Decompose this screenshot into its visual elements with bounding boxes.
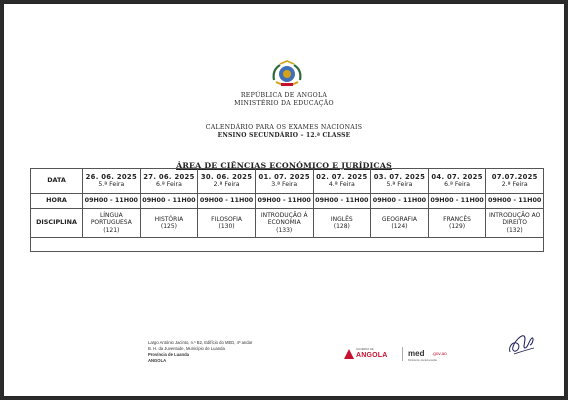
subject-cell: GEOGRAFIA (124) bbox=[371, 209, 429, 238]
row-label-data: DATA bbox=[31, 169, 83, 194]
row-label-disciplina: DISCIPLINA bbox=[31, 209, 83, 238]
subject-cell: FILOSOFIA (130) bbox=[198, 209, 256, 238]
footer-address: Largo António Jacinto, n.º B2, Edifício do MED, 4º andar B. H. da Juventude, Município de Luanda Província de Luanda ANGOLA bbox=[148, 340, 253, 364]
med-logo: med .gov.ao Ministério da Educação bbox=[408, 349, 447, 362]
subject-cell: HISTÓRIA (125) bbox=[140, 209, 198, 238]
time-cell: 09H00 - 11H00 bbox=[371, 194, 429, 209]
empty-cell bbox=[31, 238, 544, 252]
date-cell: 04. 07. 2025 6.ª Feira bbox=[428, 169, 486, 194]
table-row-disciplina bbox=[31, 209, 544, 238]
signature-icon bbox=[504, 326, 538, 360]
angola-coat-of-arms-icon bbox=[270, 60, 304, 90]
date-cell: 07.07.2025 2.ª Feira bbox=[486, 169, 544, 194]
table-row-empty bbox=[31, 238, 544, 252]
time-cell: 09H00 - 11H00 bbox=[255, 194, 313, 209]
governo-angola-logo: GOVERNO DE ANGOLA bbox=[344, 348, 394, 362]
document-page bbox=[4, 4, 564, 396]
document-subtitle: ENSINO SECUNDÁRIO – 12.ª CLASSE bbox=[217, 132, 351, 139]
document-title: CALENDÁRIO PARA OS EXAMES NACIONAIS bbox=[205, 124, 363, 131]
date-cell: 30. 06. 2025 2.ª Feira bbox=[198, 169, 256, 194]
country-name: REPÚBLICA DE ANGOLA bbox=[240, 92, 328, 99]
date-cell: 02. 07. 2025 4.ª Feira bbox=[313, 169, 371, 194]
exam-schedule-table bbox=[30, 168, 544, 252]
date-cell: 03. 07. 2025 5.ª Feira bbox=[371, 169, 429, 194]
time-cell: 09H00 - 11H00 bbox=[313, 194, 371, 209]
subject-cell: INGLÊS (128) bbox=[313, 209, 371, 238]
ministry-name: MINISTÉRIO DA EDUCAÇÃO bbox=[234, 100, 334, 107]
time-cell: 09H00 - 11H00 bbox=[140, 194, 198, 209]
date-cell: 27. 06. 2025 6.ª Feira bbox=[140, 169, 198, 194]
subject-cell: LÍNGUA PORTUGUESA (121) bbox=[83, 209, 141, 238]
time-cell: 09H00 - 11H00 bbox=[198, 194, 256, 209]
subject-cell: INTRODUÇÃO AO DIREITO (132) bbox=[486, 209, 544, 238]
subject-cell: FRANCÊS (129) bbox=[428, 209, 486, 238]
time-cell: 09H00 - 11H00 bbox=[428, 194, 486, 209]
subject-cell: INTRODUÇÃO À ECONOMIA (133) bbox=[255, 209, 313, 238]
date-cell: 01. 07. 2025 3.ª Feira bbox=[255, 169, 313, 194]
date-cell: 26. 06. 2025 5.ª Feira bbox=[83, 169, 141, 194]
time-cell: 09H00 - 11H00 bbox=[486, 194, 544, 209]
table-row-date bbox=[31, 169, 544, 194]
time-cell: 09H00 - 11H00 bbox=[83, 194, 141, 209]
row-label-hora: HORA bbox=[31, 194, 83, 209]
area-title: ÁREA DE CIÊNCIAS ECONÓMICO E JURÍDICAS bbox=[176, 161, 392, 170]
triangle-icon bbox=[344, 349, 354, 359]
table-row-hora bbox=[31, 194, 544, 209]
